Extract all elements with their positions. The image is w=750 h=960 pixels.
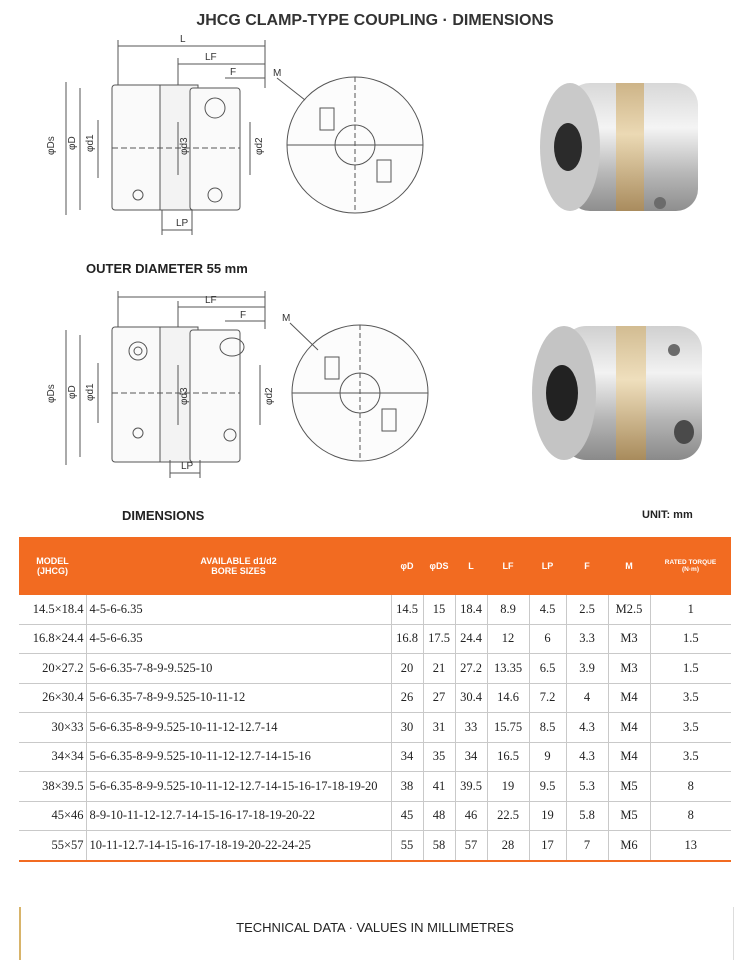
cell-LF: 12 bbox=[487, 624, 529, 654]
cell-torque: 1.5 bbox=[650, 654, 731, 684]
dim-label-LP-2: LP bbox=[181, 461, 194, 472]
coupling-photo-2 bbox=[524, 320, 709, 468]
cell-model: 30×33 bbox=[19, 713, 86, 743]
cell-D: 26 bbox=[391, 683, 423, 713]
cell-D: 55 bbox=[391, 831, 423, 861]
cell-DS: 17.5 bbox=[423, 624, 455, 654]
cell-DS: 41 bbox=[423, 772, 455, 802]
dim-label-d2-2: φd2 bbox=[264, 387, 275, 405]
cell-bore: 5-6-6.35-7-8-9-9.525-10-11-12 bbox=[86, 683, 391, 713]
cell-LF: 22.5 bbox=[487, 801, 529, 831]
dim-label-M: M bbox=[273, 68, 282, 79]
cell-M: M5 bbox=[608, 772, 650, 802]
cell-bore: 5-6-6.35-8-9-9.525-10-11-12-12.7-14-15-16 bbox=[86, 742, 391, 772]
cell-LF: 15.75 bbox=[487, 713, 529, 743]
header-DS: φDS bbox=[423, 537, 455, 595]
unit-label: UNIT: mm bbox=[642, 509, 693, 521]
cell-LF: 13.35 bbox=[487, 654, 529, 684]
cell-F: 4 bbox=[566, 683, 608, 713]
table-row bbox=[19, 831, 731, 861]
cell-model: 26×30.4 bbox=[19, 683, 86, 713]
dim-label-D-2: φD bbox=[67, 385, 78, 399]
cell-F: 7 bbox=[566, 831, 608, 861]
cell-LP: 4.5 bbox=[529, 595, 566, 624]
cell-torque: 3.5 bbox=[650, 713, 731, 743]
cell-bore: 5-6-6.35-7-8-9-9.525-10 bbox=[86, 654, 391, 684]
header-F: F bbox=[566, 537, 608, 595]
cell-DS: 58 bbox=[423, 831, 455, 861]
cell-DS: 31 bbox=[423, 713, 455, 743]
cell-L: 57 bbox=[455, 831, 487, 861]
cell-D: 34 bbox=[391, 742, 423, 772]
table-row bbox=[19, 683, 731, 713]
cell-bore: 5-6-6.35-8-9-9.525-10-11-12-12.7-14 bbox=[86, 713, 391, 743]
cell-torque: 3.5 bbox=[650, 742, 731, 772]
cell-L: 39.5 bbox=[455, 772, 487, 802]
section-dimensions: DIMENSIONS bbox=[122, 508, 205, 523]
header-LP: LP bbox=[529, 537, 566, 595]
cell-L: 27.2 bbox=[455, 654, 487, 684]
cell-M: M4 bbox=[608, 683, 650, 713]
cell-DS: 15 bbox=[423, 595, 455, 624]
cell-F: 3.9 bbox=[566, 654, 608, 684]
front-view-drawing-2 bbox=[270, 305, 430, 480]
cell-F: 4.3 bbox=[566, 713, 608, 743]
cell-LF: 16.5 bbox=[487, 742, 529, 772]
header-M: M bbox=[608, 537, 650, 595]
side-view-drawing-2 bbox=[40, 285, 280, 490]
cell-F: 5.3 bbox=[566, 772, 608, 802]
dim-label-L: L bbox=[180, 34, 186, 45]
dim-label-d3-2: φd3 bbox=[179, 387, 190, 405]
table-row bbox=[19, 742, 731, 772]
cell-L: 24.4 bbox=[455, 624, 487, 654]
cell-model: 20×27.2 bbox=[19, 654, 86, 684]
page-title: JHCG CLAMP-TYPE COUPLING · DIMENSIONS bbox=[196, 12, 554, 29]
cell-F: 2.5 bbox=[566, 595, 608, 624]
cell-F: 3.3 bbox=[566, 624, 608, 654]
cell-DS: 35 bbox=[423, 742, 455, 772]
header-LF: LF bbox=[487, 537, 529, 595]
dim-label-LF: LF bbox=[205, 52, 217, 63]
cell-model: 45×46 bbox=[19, 801, 86, 831]
table-row bbox=[19, 624, 731, 654]
side-view-drawing-1 bbox=[40, 30, 280, 240]
dim-label-D: φD bbox=[67, 136, 78, 150]
cell-M: M4 bbox=[608, 713, 650, 743]
cell-LF: 14.6 bbox=[487, 683, 529, 713]
cell-LF: 8.9 bbox=[487, 595, 529, 624]
cell-M: M3 bbox=[608, 654, 650, 684]
cell-bore: 4-5-6-6.35 bbox=[86, 624, 391, 654]
cell-model: 55×57 bbox=[19, 831, 86, 861]
table-row bbox=[19, 654, 731, 684]
dim-label-d1-2: φd1 bbox=[85, 383, 96, 401]
dim-label-d3: φd3 bbox=[179, 137, 190, 155]
cell-DS: 27 bbox=[423, 683, 455, 713]
cell-bore: 10-11-12.7-14-15-16-17-18-19-20-22-24-25 bbox=[86, 831, 391, 861]
dim-label-d1: φd1 bbox=[85, 134, 96, 152]
cell-L: 46 bbox=[455, 801, 487, 831]
cell-LP: 17 bbox=[529, 831, 566, 861]
cell-LP: 8.5 bbox=[529, 713, 566, 743]
cell-LF: 28 bbox=[487, 831, 529, 861]
cell-model: 14.5×18.4 bbox=[19, 595, 86, 624]
cell-LP: 9 bbox=[529, 742, 566, 772]
cell-torque: 13 bbox=[650, 831, 731, 861]
cell-D: 16.8 bbox=[391, 624, 423, 654]
cell-model: 38×39.5 bbox=[19, 772, 86, 802]
dim-label-Ds: φDs bbox=[46, 136, 57, 155]
header-model: MODEL (JHCG) bbox=[19, 537, 86, 595]
table-row bbox=[19, 713, 731, 743]
cell-LP: 9.5 bbox=[529, 772, 566, 802]
cell-torque: 8 bbox=[650, 772, 731, 802]
front-view-drawing-1 bbox=[265, 60, 425, 230]
cell-bore: 8-9-10-11-12-12.7-14-15-16-17-18-19-20-22 bbox=[86, 801, 391, 831]
cell-D: 30 bbox=[391, 713, 423, 743]
cell-LP: 7.2 bbox=[529, 683, 566, 713]
cell-D: 38 bbox=[391, 772, 423, 802]
cell-D: 20 bbox=[391, 654, 423, 684]
cell-torque: 8 bbox=[650, 801, 731, 831]
cell-L: 30.4 bbox=[455, 683, 487, 713]
cell-M: M3 bbox=[608, 624, 650, 654]
table-header-row bbox=[19, 537, 731, 595]
cell-L: 33 bbox=[455, 713, 487, 743]
coupling-photo-1 bbox=[528, 75, 708, 220]
cell-D: 45 bbox=[391, 801, 423, 831]
footer-title: TECHNICAL DATA · VALUES IN MILLIMETRES bbox=[236, 920, 514, 935]
cell-F: 5.8 bbox=[566, 801, 608, 831]
cell-L: 34 bbox=[455, 742, 487, 772]
cell-M: M2.5 bbox=[608, 595, 650, 624]
cell-M: M5 bbox=[608, 801, 650, 831]
table-row bbox=[19, 772, 731, 802]
dim-label-F-2: F bbox=[240, 310, 247, 321]
cell-bore: 4-5-6-6.35 bbox=[86, 595, 391, 624]
cell-M: M6 bbox=[608, 831, 650, 861]
cell-M: M4 bbox=[608, 742, 650, 772]
header-bore: AVAILABLE d1/d2 BORE SIZES bbox=[86, 537, 391, 595]
header-L: L bbox=[455, 537, 487, 595]
cell-model: 16.8×24.4 bbox=[19, 624, 86, 654]
dim-label-M-2: M bbox=[282, 313, 291, 324]
dim-label-LP: LP bbox=[176, 218, 189, 229]
dim-label-Ds-2: φDs bbox=[46, 384, 57, 403]
dimension-table bbox=[19, 537, 731, 862]
section-outer-diameter: OUTER DIAMETER 55 mm bbox=[86, 261, 248, 276]
cell-LP: 6 bbox=[529, 624, 566, 654]
header-torque: RATED TORQUE (N·m) bbox=[650, 537, 731, 595]
dim-label-LF-2: LF bbox=[205, 295, 217, 306]
cell-DS: 48 bbox=[423, 801, 455, 831]
cell-L: 18.4 bbox=[455, 595, 487, 624]
cell-D: 14.5 bbox=[391, 595, 423, 624]
table-row bbox=[19, 595, 731, 624]
cell-DS: 21 bbox=[423, 654, 455, 684]
cell-F: 4.3 bbox=[566, 742, 608, 772]
cell-bore: 5-6-6.35-8-9-9.525-10-11-12-12.7-14-15-16-17-18-19-20 bbox=[86, 772, 391, 802]
dim-label-F: F bbox=[230, 67, 237, 78]
cell-LP: 6.5 bbox=[529, 654, 566, 684]
cell-torque: 1 bbox=[650, 595, 731, 624]
cell-LP: 19 bbox=[529, 801, 566, 831]
table-row bbox=[19, 801, 731, 831]
cell-torque: 3.5 bbox=[650, 683, 731, 713]
cell-model: 34×34 bbox=[19, 742, 86, 772]
header-D: φD bbox=[391, 537, 423, 595]
dim-label-d2: φd2 bbox=[254, 137, 265, 155]
cell-LF: 19 bbox=[487, 772, 529, 802]
cell-torque: 1.5 bbox=[650, 624, 731, 654]
